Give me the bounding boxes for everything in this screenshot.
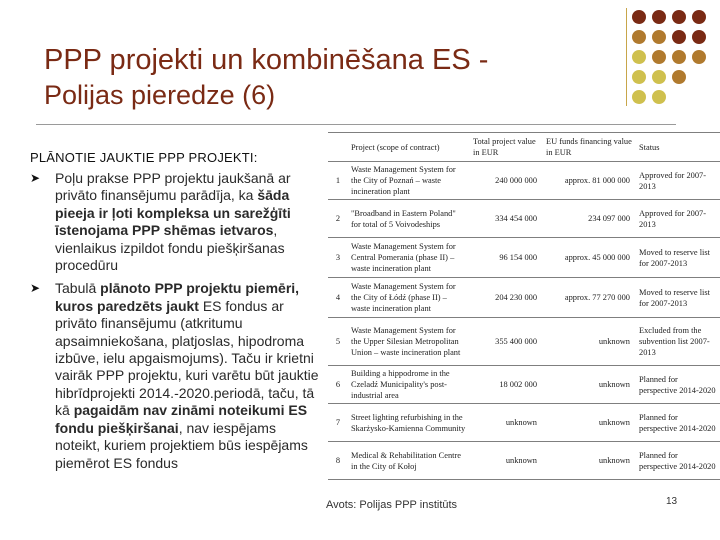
bullet1-text1: Poļu prakse PPP projektu jaukšanā ar privāto finansējumu parādīja, ka bbox=[55, 170, 291, 204]
decor-dot bbox=[672, 70, 686, 84]
bullet-item-1 bbox=[30, 170, 324, 274]
row-eu-value: unknown bbox=[543, 366, 636, 404]
decor-dot bbox=[632, 90, 646, 104]
decor-dot bbox=[632, 70, 646, 84]
row-eu-value: approx. 81 000 000 bbox=[543, 162, 636, 200]
row-number: 8 bbox=[328, 442, 348, 480]
bullet2-bold1: plānoto PPP projektu piemēri, kuros paredzēts jaukt bbox=[55, 280, 300, 314]
decor-dot bbox=[672, 50, 686, 64]
bullet-item-2 bbox=[30, 280, 324, 471]
row-number: 7 bbox=[328, 404, 348, 442]
row-status: Planned for perspective 2014-2020 bbox=[636, 366, 720, 404]
row-status: Moved to reserve list for 2007-2013 bbox=[636, 238, 720, 278]
row-total-value: unknown bbox=[470, 442, 543, 480]
decor-dot bbox=[652, 70, 666, 84]
row-total-value: unknown bbox=[470, 404, 543, 442]
bullet2-text1: Tabulā bbox=[55, 280, 101, 297]
row-status: Moved to reserve list for 2007-2013 bbox=[636, 278, 720, 318]
row-eu-value: unknown bbox=[543, 404, 636, 442]
row-eu-value: unknown bbox=[543, 442, 636, 480]
decor-dot bbox=[652, 50, 666, 64]
row-project: "Broadband in Eastern Poland" for total of 5 Voivodeships bbox=[348, 200, 470, 238]
row-project: Waste Management System for the City of Poznań – waste incineration plant bbox=[348, 162, 470, 200]
row-total-value: 355 400 000 bbox=[470, 318, 543, 366]
left-heading: PLĀNOTIE JAUKTIE PPP PROJEKTI: bbox=[30, 150, 258, 165]
decor-vertical-line bbox=[626, 8, 627, 106]
row-status: Approved for 2007-2013 bbox=[636, 200, 720, 238]
project-table bbox=[328, 132, 720, 480]
bullet1-text2: , vienlaikus izpildot fondu piešķiršanas procedūru bbox=[55, 222, 285, 274]
row-total-value: 334 454 000 bbox=[470, 200, 543, 238]
row-number: 2 bbox=[328, 200, 348, 238]
table-row bbox=[328, 404, 720, 442]
title-divider bbox=[36, 124, 676, 125]
decor-dot bbox=[692, 30, 706, 44]
row-project: Waste Management System for the Upper Silesian Metropolitan Union – waste incineration plant bbox=[348, 318, 470, 366]
decor-dot bbox=[632, 50, 646, 64]
arrow-bullet-icon: ➤ bbox=[30, 171, 41, 185]
row-eu-value: unknown bbox=[543, 318, 636, 366]
table-row bbox=[328, 442, 720, 480]
row-project: Medical & Rehabilitation Centre in the City of Kołoj bbox=[348, 442, 470, 480]
row-number: 5 bbox=[328, 318, 348, 366]
decor-dot bbox=[632, 30, 646, 44]
decor-dot bbox=[672, 30, 686, 44]
row-status: Planned for perspective 2014-2020 bbox=[636, 442, 720, 480]
bullet2-bold2: pagaidām nav zināmi noteikumi ES fondu piešķiršanai bbox=[55, 402, 308, 436]
header-project: Project (scope of contract) bbox=[348, 133, 470, 162]
page-number: 13 bbox=[666, 496, 678, 507]
source-note: Avots: Polijas PPP institūts bbox=[326, 499, 458, 511]
row-project: Street lighting refurbishing in the Skarżysko-Kamienna Community bbox=[348, 404, 470, 442]
decor-dot bbox=[632, 10, 646, 24]
decor-dot bbox=[652, 10, 666, 24]
row-status: Excluded from the subvention list 2007-2013 bbox=[636, 318, 720, 366]
row-status: Approved for 2007-2013 bbox=[636, 162, 720, 200]
decor-dot bbox=[692, 10, 706, 24]
bullet1-bold1: šāda pieeja ir ļoti kompleksa un sarežģīti īstenojama PPP shēmas ietvaros bbox=[55, 187, 291, 239]
decor-dot bbox=[692, 50, 706, 64]
row-project: Building a hippodrome in the Czeladź Municipality's post-industrial area bbox=[348, 366, 470, 404]
row-number: 6 bbox=[328, 366, 348, 404]
header-total: Total project value in EUR bbox=[470, 133, 543, 162]
row-number: 3 bbox=[328, 238, 348, 278]
row-project: Waste Management System for the City of Łódź (phase II) – waste incineration plant bbox=[348, 278, 470, 318]
bullet-list bbox=[30, 170, 324, 478]
table-row bbox=[328, 318, 720, 366]
slide-title-line2: Polijas pieredze (6) bbox=[44, 80, 276, 110]
row-eu-value: approx. 77 270 000 bbox=[543, 278, 636, 318]
header-status: Status bbox=[636, 133, 720, 162]
bullet2-text2: ES fondus ar privāto finansējumu (atkritumu apsaimniekošana, platjoslas, hipodroma izbūve, ielu apgaismojums). Taču ir krietni vairāk PPP projektu, kuri varētu būt jauktie hibrīdprojekti 2014.-2020.periodā, taču, tā kā bbox=[55, 297, 319, 419]
row-status: Planned for perspective 2014-2020 bbox=[636, 404, 720, 442]
table-row bbox=[328, 238, 720, 278]
table-row bbox=[328, 278, 720, 318]
table-row bbox=[328, 162, 720, 200]
row-number: 1 bbox=[328, 162, 348, 200]
decor-dot bbox=[652, 30, 666, 44]
row-project: Waste Management System for Central Pomerania (phase II) – waste incineration plant bbox=[348, 238, 470, 278]
row-total-value: 240 000 000 bbox=[470, 162, 543, 200]
decor-dot bbox=[672, 10, 686, 24]
arrow-bullet-icon: ➤ bbox=[30, 281, 41, 296]
row-total-value: 96 154 000 bbox=[470, 238, 543, 278]
row-number: 4 bbox=[328, 278, 348, 318]
decor-dot bbox=[652, 90, 666, 104]
row-eu-value: approx. 45 000 000 bbox=[543, 238, 636, 278]
row-total-value: 18 002 000 bbox=[470, 366, 543, 404]
header-eu: EU funds financing value in EUR bbox=[543, 133, 636, 162]
bullet2-text3: , nav iespējams noteikt, kuriem projektiem būs iespējams piemērot ES fondus bbox=[55, 419, 308, 471]
row-total-value: 204 230 000 bbox=[470, 278, 543, 318]
table-row bbox=[328, 366, 720, 404]
table-row bbox=[328, 200, 720, 238]
row-eu-value: 234 097 000 bbox=[543, 200, 636, 238]
slide-title-line1: PPP projekti un kombinēšana ES - bbox=[44, 44, 489, 76]
table-header-row bbox=[328, 133, 720, 162]
header-no bbox=[328, 133, 348, 162]
